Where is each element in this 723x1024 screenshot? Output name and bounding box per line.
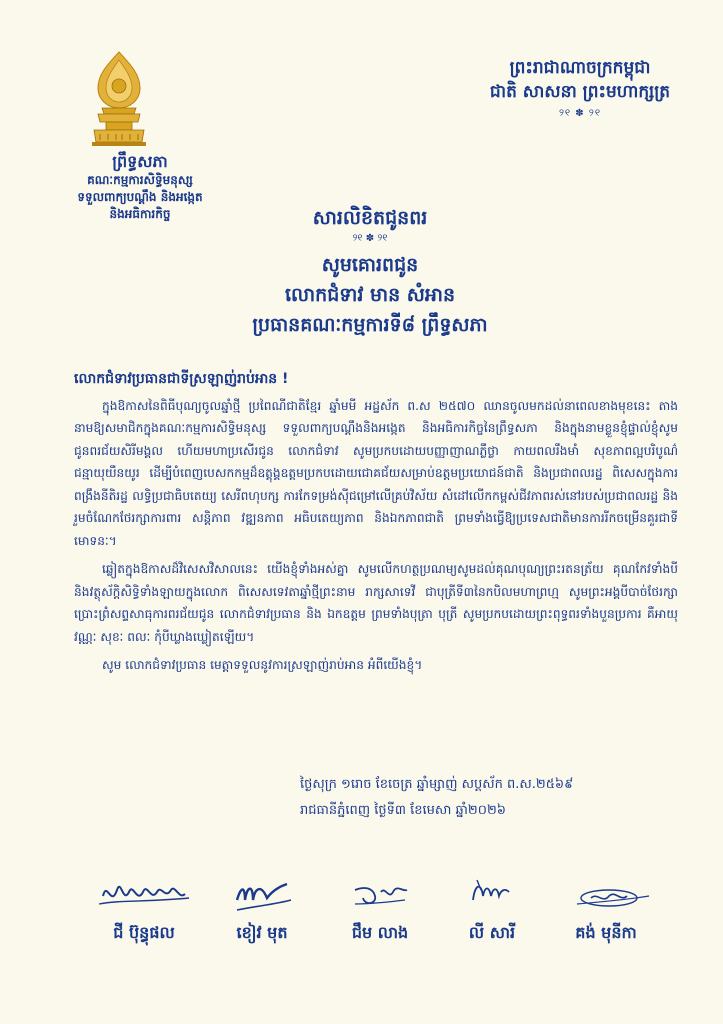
signatory-name: ជី ប៊ុន្ធុផល (113, 923, 175, 942)
letter-body (74, 368, 678, 677)
signatory-name: ជឹម លាង (351, 923, 409, 942)
senate-name: ព្រឹទ្ធសភា (112, 152, 168, 171)
senate-emblem-icon (88, 50, 150, 148)
solar-date: រាជធានីភ្នំពេញ ថ្ងៃទី៣ ខែមេសា ឆ្នាំ២០២៦ (300, 803, 507, 818)
paragraph-1: ក្នុងឱកាសនៃពិធីបុណ្យចូលឆ្នាំថ្មី ប្រពៃណីជាតិខ្មែរ ឆ្នាំមមី អដ្ឋស័ក ព.ស ២៥៧០ ឈានចូលមកដល់នាពេលខាងមុខនេះ តាងនាមឱ្យសមាជិកក្នុងគណៈកម្មការសិទ្ធិមនុស្ស ទទួលពាក្យបណ្តឹងនិងអង្កេត និងអធិការកិច្ចនៃព្រឹទ្ធសភា និងក្នុងនាមខ្លួនខ្ញុំផ្ទាល់ខ្ញុំសូមជូនពរជ័យសិរីមង្គល ហើយមហាប្រសើរជូន លោកជំទាវ សូមប្រកបដោយបញ្ញាញាណភ្លឺថ្លា កាយពលរឹងមាំ សុខភាពល្អបរិបូណ៌ ជន្មាយុយឺនយូរ ដើម្បីបំពេញបេសកកម្មដ៏ឧត្តុង្គឧត្តមប្រកបដោយជោគជ័យសម្រាប់ឧត្តមប្រយោជន៍ជាតិ និងប្រជាពលរដ្ឋ ពិសេសក្នុងការពង្រឹងនីតិរដ្ឋ លទ្ធិប្រជាធិបតេយ្យ សេរីពហុបក្ស ការកែទម្រង់ស៊ីជម្រៅលើគ្រប់វិស័យ សំដៅលើកកម្ពស់ជីវភាពរស់នៅរបស់ប្រជាពលរដ្ឋ និងរួមចំណែកថែរក្សាការពារ សន្តិភាព វឌ្ឍនភាព អធិបតេយ្យភាព និងឯកភាពជាតិ ព្រមទាំងធ្វើឱ្យប្រទេសជាតិមានការរីកចម្រើនគួរជាទីមោទនៈ។ (74, 398, 678, 548)
signature-5 (536, 870, 676, 980)
signatory-name: លី សារី (468, 923, 516, 942)
signatory-name: គង់ មុនីកា (575, 923, 637, 942)
handwritten-signature-icon (89, 870, 199, 918)
kingdom-name: ព្រះរាជាណាចក្រកម្ពុជា (509, 58, 651, 78)
letter-title: សារលិខិតជូនពរ (312, 207, 428, 229)
commission-line-3: និងអធិការកិច្ច (109, 207, 171, 221)
lunar-date: ថ្ងៃសុក្រ ១រោច ខែចេត្រ ឆ្នាំម្សាញ់ សប្តស័ក ព.ស.២៥៦៩ (300, 777, 574, 792)
date-block (300, 772, 680, 824)
signatory-name: ខៀវ មុត (236, 923, 288, 942)
handwritten-signature-icon (437, 870, 547, 918)
handwritten-signature-icon (551, 870, 661, 918)
kingdom-motto (470, 56, 690, 119)
ornament-divider: ୨୧ ✽ ୨୧ (558, 108, 602, 119)
letter-heading (190, 205, 550, 340)
paragraph-3: សូម លោកជំទាវប្រធាន មេត្តាទទួលនូវការស្រឡាញ់រាប់អាន អំពីយើងខ្ញុំ។ (102, 658, 423, 672)
handwritten-signature-icon (325, 870, 435, 918)
address-line-2: លោកជំទាវ មាន សំអាន (284, 284, 456, 306)
commission-line-2: ទទួលពាក្យបណ្តឹង និងអង្កេត (77, 190, 203, 204)
address-line-3: ប្រធានគណៈកម្មការទី៨ ព្រឹទ្ធសភា (252, 314, 488, 336)
national-motto: ជាតិ សាសនា ព្រះមហាក្សត្រ (489, 82, 671, 102)
address-line-1: សូមគោរពជូន (321, 254, 419, 276)
handwritten-signature-icon (207, 870, 317, 918)
title-ornament: ୨୧ ✽ ୨୧ (352, 233, 388, 244)
signature-row (74, 870, 678, 980)
salutation: លោកជំទាវប្រធានជាទីស្រឡាញ់រាប់អាន ! (74, 371, 289, 387)
commission-line-1: គណៈកម្មការសិទ្ធិមនុស្ស (87, 173, 193, 187)
paragraph-2: ឆ្លៀតក្នុងឱកាសដ៏វិសេសវិសាលនេះ យើងខ្ញុំទាំងអស់គ្នា សូមលើកហត្ថប្រណម្យសូមដល់គុណបុណ្យព្រះរតនត្រ័យ គុណកែវទាំងបី និងវត្ថុស័ក្តិសិទ្ធិទាំងឡាយក្នុងលោក ពិសេសទេវតាឆ្នាំថ្មីព្រះនាម រាក្សសាទេវី ជាបុត្រីទី៣នៃកបិលមហាព្រហ្ម សូមព្រះអង្គបីបាច់ថែរក្សាប្រោះព្រំសព្ទសាធុការពរជ័យជូន លោកជំទាវប្រធាន និង ឯកឧត្តម ព្រមទាំងបុត្រា បុត្រី សូមប្រកបដោយព្រះពុទ្ធពរទាំងបួនប្រការ គឺអាយុ វណ្ណៈ សុខៈ ពលៈ កុំបីឃ្លាងឃ្លៀតឡើយ។ (74, 562, 678, 644)
